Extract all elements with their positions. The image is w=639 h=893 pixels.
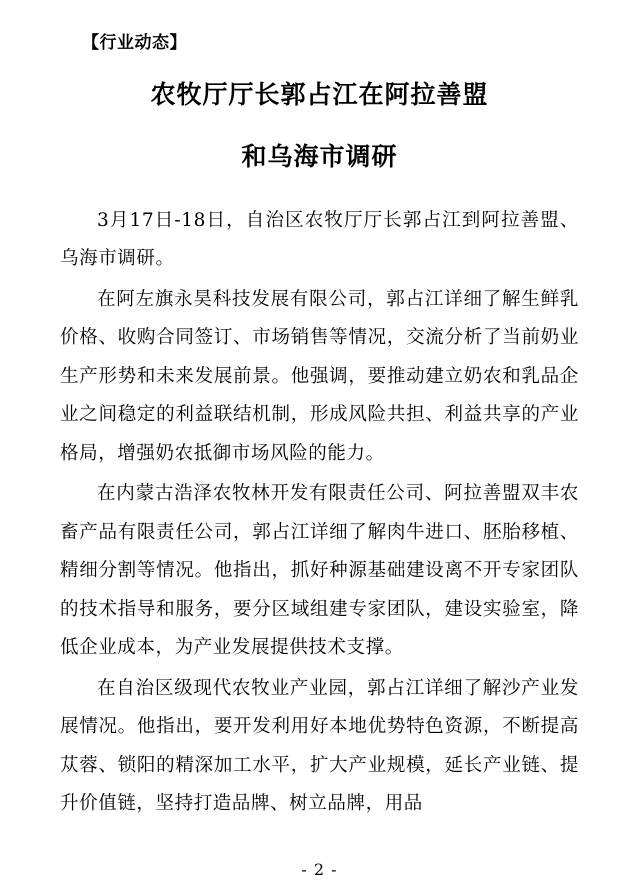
category-tag: 【行业动态】 (82, 33, 187, 53)
page-title-line-2: 和乌海市调研 (241, 141, 398, 171)
paragraph: 3月17日-18日，自治区农牧厅厅长郭占江到阿拉善盟、乌海市调研。 (60, 210, 579, 270)
page-title (60, 71, 579, 180)
paragraph: 在内蒙古浩泽农牧林开发有限责任公司、阿拉善盟双丰农畜产品有限责任公司，郭占江详细了解肉牛进口、胚胎移植、精细分割等情况。他指出，抓好种源基础建设离不开专家团队的技术指导和服务，要分区域组建专家团队，建设实验室，降低企业成本，为产业发展提供技术支撑。 (60, 483, 579, 659)
paragraph: 在自治区级现代农牧业产业园，郭占江详细了解沙产业发展情况。他指出，要开发利用好本地优势特色资源，不断提高苁蓉、锁阳的精深加工水平，扩大产业规模，延长产业链、提升价值链，坚持打造品牌、树立品牌，用品 (60, 677, 579, 815)
page-title-line-1: 农牧厅厅长郭占江在阿拉善盟 (150, 80, 489, 109)
page-number: - 2 - (301, 860, 338, 879)
document-body (60, 202, 579, 824)
paragraph: 在阿左旗永昊科技发展有限公司，郭占江详细了解生鲜乳价格、收购合同签订、市场销售等情况，交流分析了当前奶业生产形势和未来发展前景。他强调，要推动建立奶农和乳品企业之间稳定的利益联结机制，形成风险共担、利益共享的产业格局，增强奶农抵御市场风险的能力。 (60, 288, 579, 464)
